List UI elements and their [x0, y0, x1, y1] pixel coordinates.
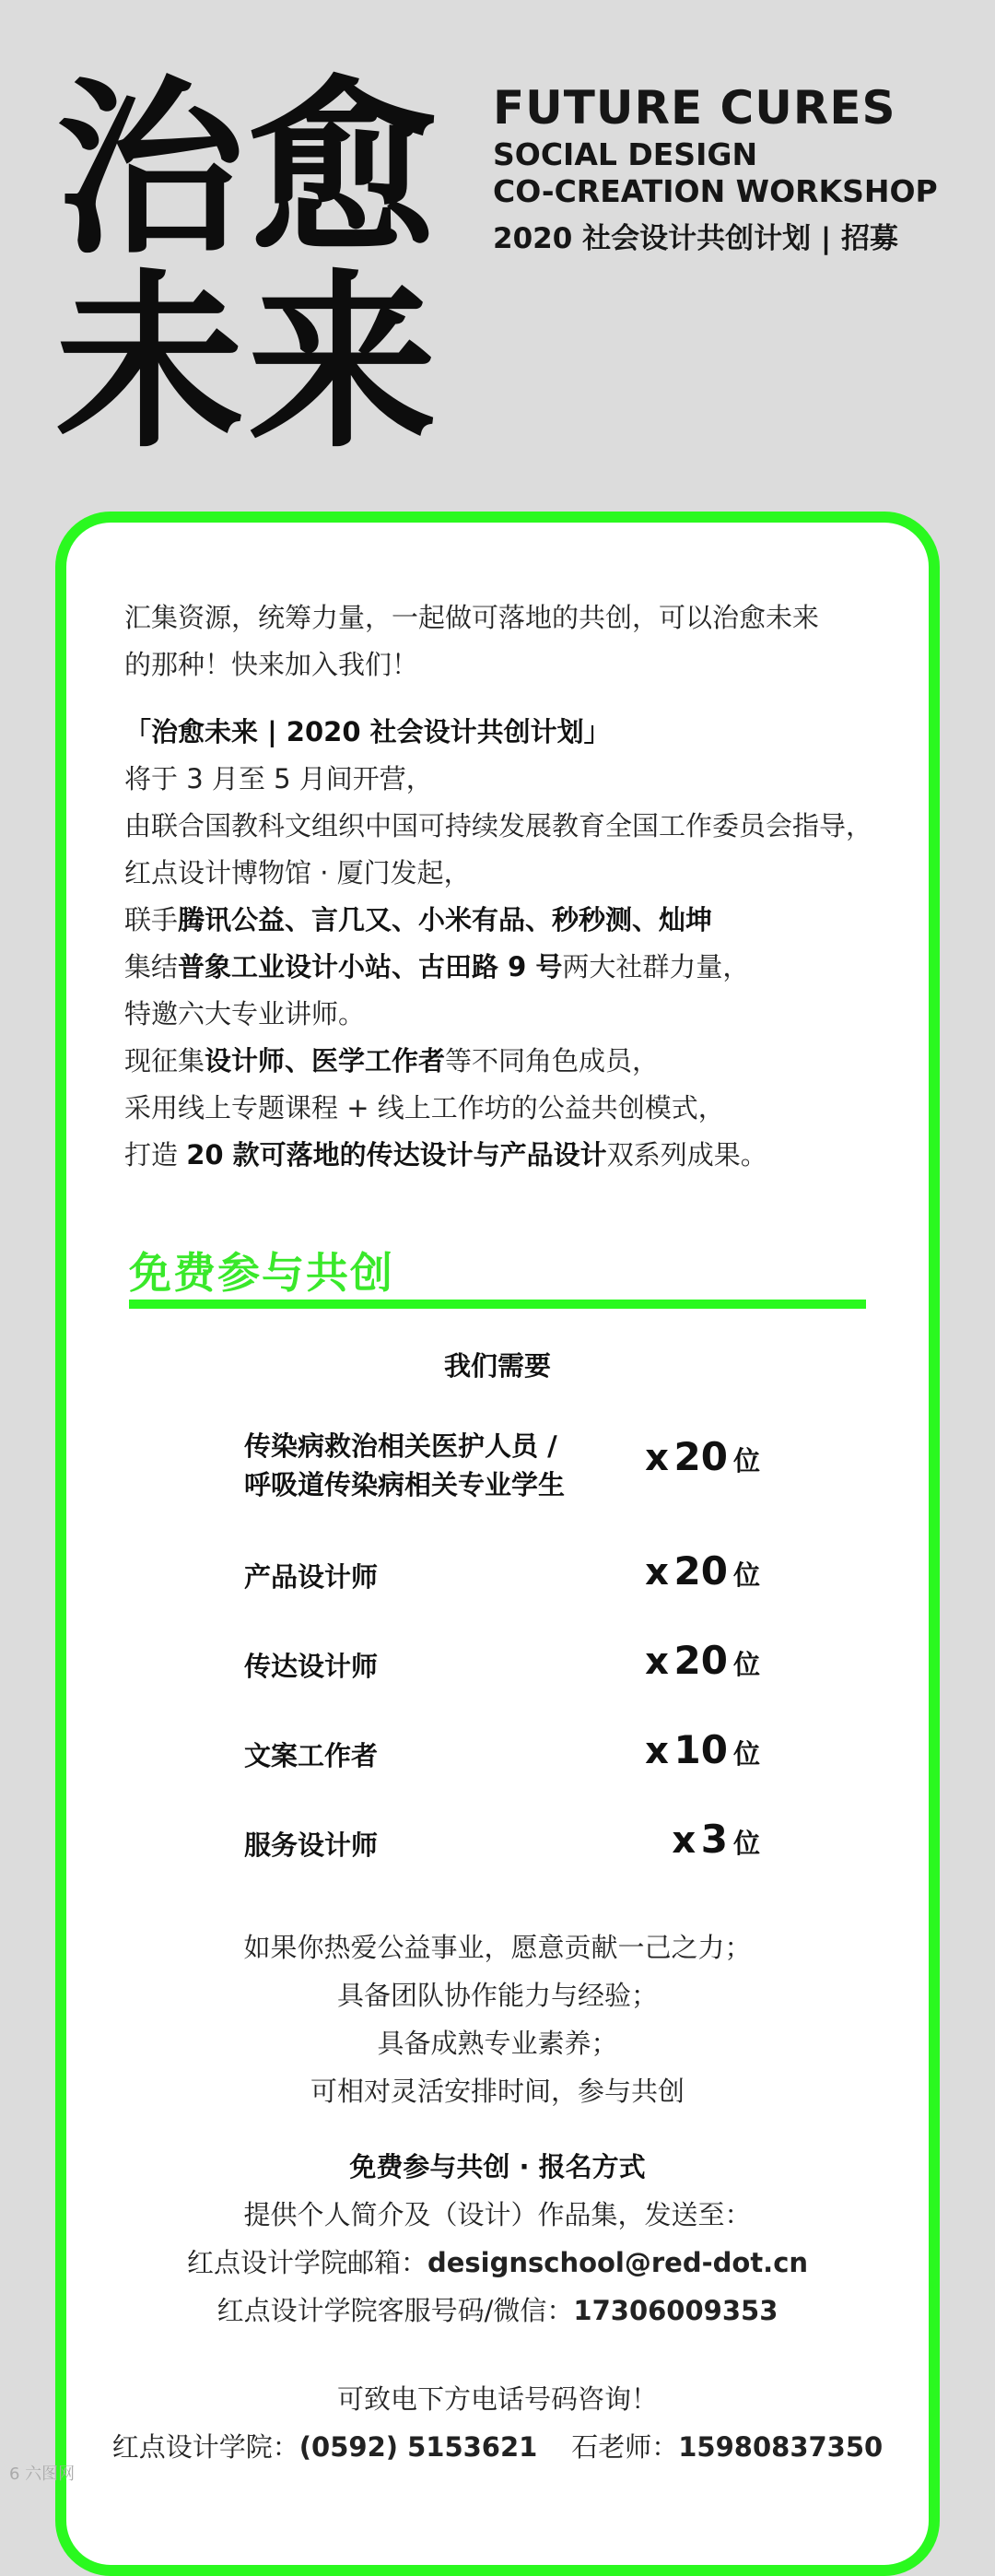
role-name: 传达设计师 — [244, 1651, 379, 1682]
intro-text — [124, 594, 917, 1179]
wechat-number[interactable]: 17306009353 — [573, 2295, 778, 2326]
intro-l7: 特邀六大专业讲师。 — [124, 998, 366, 1029]
hero-cn-line1: 治愈 — [55, 61, 440, 280]
contact-phones: 红点设计学院：(0592) 5153621 石老师：15980837350 — [111, 2431, 884, 2463]
hero-en-line1: FUTURE CURES — [493, 81, 896, 135]
role-quantity: x 20 位 — [645, 1638, 760, 1683]
hero-en-line2: SOCIAL DESIGN — [493, 136, 758, 172]
role-row — [244, 1638, 760, 1693]
hero-en-line4: 2020 社会设计共创计划 | 招募 — [493, 222, 898, 255]
role-name: 文案工作者 — [244, 1740, 379, 1771]
role-quantity: x 3 位 — [672, 1817, 760, 1862]
intro-p1-line1: 汇集资源，统筹力量，一起做可落地的共创，可以治愈未来 — [124, 602, 820, 633]
role-quantity: x 20 位 — [645, 1434, 760, 1479]
signup-wechat-line: 红点设计学院客服号码/微信：17306009353 — [217, 2295, 778, 2326]
requirement-item: 具备团队协作能力与经验； — [336, 1980, 658, 2011]
role-row — [244, 1427, 760, 1510]
role-name: 传染病救治相关医护人员 / 呼吸道传染病相关专业学生 — [244, 1430, 566, 1500]
contact-line1: 可致电下方电话号码咨询！ — [336, 2383, 658, 2415]
role-name: 服务设计师 — [244, 1829, 379, 1861]
role-quantity: x 10 位 — [645, 1727, 760, 1772]
watermark: 6 六图网 — [9, 2464, 76, 2484]
requirement-item: 具备成熟专业素养； — [377, 2028, 618, 2059]
hero-cn-line2: 未来 — [55, 254, 440, 474]
hero-chinese-title — [55, 61, 440, 474]
role-name: 产品设计师 — [244, 1561, 379, 1593]
intro-l3: 由联合国教科文组织中国可持续发展教育全国工作委员会指导， — [124, 810, 873, 841]
school-phone[interactable]: (0592) 5153621 — [298, 2431, 538, 2463]
role-row — [244, 1817, 760, 1872]
signup-email-line: 红点设计学院邮箱：designschool@red-dot.cn — [186, 2247, 809, 2278]
section-title: 免费参与共创 — [129, 1248, 394, 1298]
intro-l5: 联手腾讯公益、言几又、小米有品、秒秒测、灿坤 — [124, 904, 713, 935]
role-row — [244, 1727, 760, 1782]
contact-section — [0, 2375, 995, 2471]
role-row — [244, 1548, 760, 1604]
intro-l9: 采用线上专题课程 + 线上工作坊的公益共创模式， — [124, 1092, 725, 1123]
hero-english-title — [493, 79, 938, 262]
requirements — [0, 1923, 995, 2115]
email-address[interactable]: designschool@red-dot.cn — [427, 2247, 809, 2278]
requirement-item: 如果你热爱公益事业，愿意贡献一己之力； — [243, 1932, 752, 1963]
intro-l2: 将于 3 月至 5 月间开营， — [124, 763, 433, 794]
hero-en-line3: CO-CREATION WORKSHOP — [493, 173, 938, 209]
section-underline — [129, 1300, 866, 1309]
intro-l10: 打造 20 款可落地的传达设计与产品设计双系列成果。 — [124, 1139, 767, 1170]
intro-l6: 集结普象工业设计小站、古田路 9 号两大社群力量， — [124, 951, 750, 982]
intro-p1-line2: 的那种！快来加入我们！ — [124, 649, 419, 680]
teacher-phone[interactable]: 15980837350 — [678, 2431, 884, 2463]
intro-l8: 现征集设计师、医学工作者等不同角色成员， — [124, 1045, 660, 1076]
intro-l4: 红点设计博物馆 · 厦门发起， — [124, 857, 471, 888]
need-heading: 我们需要 — [443, 1350, 551, 1382]
role-quantity: x 20 位 — [645, 1548, 760, 1594]
signup-title: 免费参与共创 · 报名方式 — [349, 2151, 646, 2182]
requirement-item: 可相对灵活安排时间，参与共创 — [310, 2076, 685, 2107]
signup-section — [0, 2143, 995, 2335]
intro-l1: 「治愈未来 | 2020 社会设计共创计划」 — [124, 716, 611, 747]
signup-line1: 提供个人简介及（设计）作品集，发送至： — [243, 2199, 752, 2230]
